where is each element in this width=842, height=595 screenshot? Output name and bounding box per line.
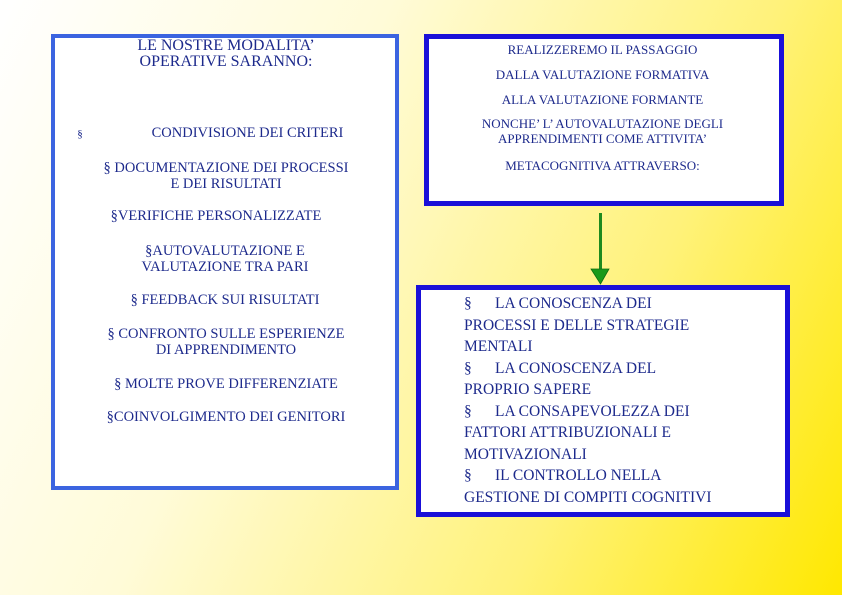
top-right-line4b: APPRENDIMENTI COME ATTIVITA’ xyxy=(497,131,708,146)
left-item-label: § CONFRONTO SULLE ESPERIENZE xyxy=(107,326,345,342)
left-item-condivisione xyxy=(110,125,385,141)
left-title xyxy=(52,38,400,70)
bottom-right-line: MENTALI xyxy=(464,338,533,355)
left-item-label: E DEI RISULTATI xyxy=(170,176,282,192)
bottom-right-line: MOTIVAZIONALI xyxy=(464,445,587,463)
left-item-genitori xyxy=(58,409,394,425)
left-item-prove xyxy=(58,376,394,392)
left-item-label: VALUTAZIONE TRA PARI xyxy=(141,259,309,275)
bottom-right-line: GESTIONE DI COMPITI COGNITIVI xyxy=(464,488,712,506)
top-right-line3: ALLA VALUTAZIONE FORMANTE xyxy=(501,92,704,107)
bullet-icon: § xyxy=(77,128,83,140)
top-right-line2: DALLA VALUTAZIONE FORMATIVA xyxy=(495,67,710,82)
left-item-confronto xyxy=(58,326,394,358)
bottom-right-line: § LA CONOSCENZA DEL xyxy=(464,359,657,377)
bottom-right-line: § LA CONOSCENZA DEI xyxy=(464,295,652,312)
top-right-line4a: NONCHE’ L’ AUTOVALUTAZIONE DEGLI xyxy=(481,116,724,131)
left-item-verifiche xyxy=(66,208,366,224)
top-right-line5: METACOGNITIVA ATTRAVERSO: xyxy=(505,158,700,173)
top-right-line4 xyxy=(430,116,775,146)
left-item-feedback xyxy=(80,292,370,308)
top-right-line1: REALIZZEREMO IL PASSAGGIO xyxy=(507,42,698,57)
left-item-label: CONDIVISIONE DEI CRITERI xyxy=(151,125,344,141)
left-item-label: §COINVOLGIMENTO DEI GENITORI xyxy=(106,409,346,425)
bottom-right-line: PROCESSI E DELLE STRATEGIE xyxy=(464,316,690,334)
left-item-label: DI APPRENDIMENTO xyxy=(155,342,297,358)
bottom-right-line: FATTORI ATTRIBUZIONALI E xyxy=(464,424,671,441)
left-title-line1: LE NOSTRE MODALITA’ xyxy=(137,37,315,54)
left-item-label: § MOLTE PROVE DIFFERENZIATE xyxy=(114,376,338,392)
bottom-right-line: § IL CONTROLLO NELLA xyxy=(464,467,662,484)
bottom-right-text xyxy=(464,293,784,508)
left-item-autovalutazione xyxy=(90,243,360,275)
left-title-line2: OPERATIVE SARANNO: xyxy=(139,53,313,70)
left-item-label: § FEEDBACK SUI RISULTATI xyxy=(130,292,320,308)
bottom-right-line: § LA CONSAPEVOLEZZA DEI xyxy=(464,402,690,420)
left-item-label: §AUTOVALUTAZIONE E xyxy=(145,243,305,259)
left-item-label: §VERIFICHE PERSONALIZZATE xyxy=(110,208,322,224)
left-item-documentazione xyxy=(58,160,394,192)
left-item-label: § DOCUMENTAZIONE DEI PROCESSI xyxy=(103,160,349,176)
bottom-right-line: PROPRIO SAPERE xyxy=(464,381,592,398)
down-arrow-icon xyxy=(588,213,612,285)
